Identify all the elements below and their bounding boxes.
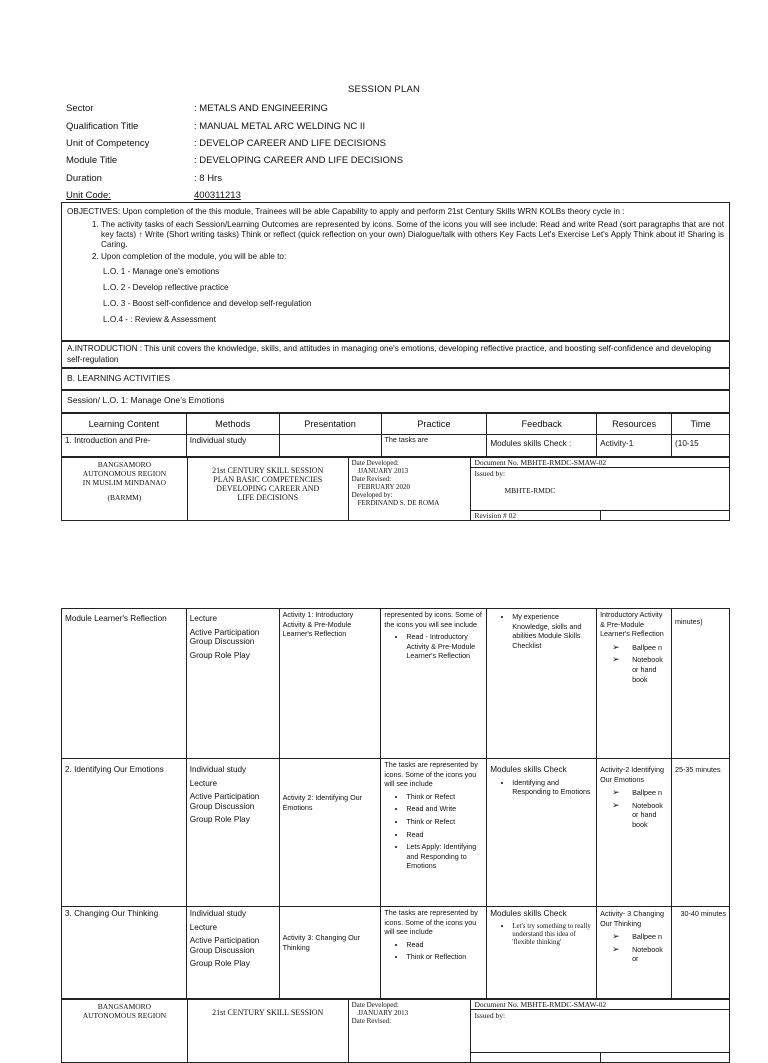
info-value: : 8 Hrs [194, 172, 222, 184]
cell-feedback: Modules skills Check : [487, 435, 597, 457]
footer-org [62, 1000, 188, 1063]
resource-item: ➢ Ballpee n [612, 643, 668, 653]
practice-item: • Read - Introductory Activity & Pre-Module Learner's Reflection [406, 632, 483, 661]
lo-item: L.O. 2 - Develop reflective practice [103, 283, 229, 292]
practice-item: • Think or Refect [406, 817, 483, 827]
practice-text: represented by icons. Some of the icons you will see include [384, 610, 482, 629]
feedback-item: • Let's try something to really understand this idea of 'flexible thinking' [512, 922, 593, 946]
lo-item: L.O.4 - : Review & Assessment [103, 315, 216, 324]
method-item: Lecture [189, 922, 218, 932]
practice-text: The tasks are represented by icons. Some of the icons you will see include [384, 760, 478, 789]
footer-empty [601, 511, 730, 521]
feedback-item: • Identifying and Responding to Emotions [512, 778, 593, 797]
table-row [62, 759, 730, 907]
cell-content: 2. Identifying Our Emotions [62, 759, 187, 907]
method-item: Active Participation Group Discussion [189, 792, 260, 811]
table-row [62, 907, 730, 999]
objectives-intro: OBJECTIVES: Upon completion of the this module, Trainees will be able Capability to apply and perform 21st Century Skills WRN KOLBs theory cycle in : [67, 207, 625, 216]
practice-text: The tasks are represented by icons. Some of the icons you will see include [384, 908, 478, 937]
table-row [62, 609, 730, 759]
info-value: : MANUAL METAL ARC WELDING NC II [194, 120, 366, 132]
footer-plan-title [187, 458, 348, 521]
cell-resources: Activity-1 [597, 435, 672, 457]
info-label: Unit Code: [66, 190, 111, 202]
lo-item: L.O. 3 - Boost self-confidence and develop self-regulation [103, 299, 312, 308]
date-value: JJANUARY 2013 [357, 1009, 409, 1017]
date-label: Date Revised: [351, 475, 392, 483]
cell-practice [381, 759, 487, 907]
info-value: : DEVELOP CAREER AND LIFE DECISIONS [194, 137, 386, 149]
document-number: Document No. MBHTE-RMDC-SMAW-02 [471, 458, 730, 468]
header-cell: Learning Content [62, 414, 187, 435]
org-line: AUTONOMOUS REGION [82, 1011, 167, 1020]
info-value: : METALS AND ENGINEERING [194, 103, 328, 115]
cell-time: (10-15 [672, 435, 730, 457]
info-label: Duration [66, 172, 102, 184]
cell-practice: The tasks are [381, 435, 487, 457]
issued-by-cell [471, 1010, 730, 1053]
footer-plan-title [187, 1000, 348, 1063]
cell-methods [186, 759, 279, 907]
info-row [66, 117, 706, 134]
revision-number: Revision # 02 [471, 511, 601, 521]
info-label: Sector [66, 103, 94, 115]
issuer: MBHTE-RMDC [504, 486, 556, 495]
org-line: (BARMM) [107, 493, 142, 502]
learning-activities-table-continued [61, 608, 730, 999]
objective-item: 1. The activity tasks of each Session/Learning Outcomes are represented by icons. Some of the icons you will see include: Read and write Read (sort paragraphs that are not key facts) ↑ Write (Short writing tasks) Think or reflect (quick reflection on your own) Dialogue/talk with others Key Facts Let's Exercise Let's Apply Think about it! Sharing is Caring. [101, 220, 724, 250]
cell-methods: Individual study [186, 435, 279, 457]
cell-resources [597, 907, 672, 999]
header-cell: Time [672, 414, 730, 435]
method-item: Group Role Play [189, 650, 250, 660]
objectives-list [67, 220, 724, 262]
cell-resources [597, 759, 672, 907]
org-line: BANGSAMORO [97, 1002, 152, 1011]
plan-line: LIFE DECISIONS [237, 493, 299, 502]
method-item: Individual study [189, 909, 247, 918]
org-line: BANGSAMORO [97, 460, 152, 469]
cell-content: 3. Changing Our Thinking [62, 907, 187, 999]
plan-line: PLAN BASIC COMPETENCIES [213, 475, 323, 484]
method-item: Group Role Play [189, 815, 250, 825]
page-footer-repeat [61, 999, 730, 1063]
practice-item: • Think or Refect [406, 792, 483, 802]
issued-label: Issued by: [474, 469, 506, 478]
cell-content: 1. Introduction and Pre- [62, 435, 187, 457]
method-item: Lecture [189, 614, 218, 623]
feedback-title: Modules skills Check [490, 765, 567, 774]
cell-presentation: Activity 1: Introductory Activity & Pre-Module Learner's Reflection [279, 609, 381, 759]
issued-by-cell [471, 468, 730, 511]
date-label: Developed by: [351, 491, 393, 499]
cell-presentation: Activity 3: Changing Our Thinking [279, 907, 381, 999]
developer-name: FERDINAND S. DE ROMA [357, 499, 440, 507]
footer-org [62, 458, 188, 521]
plan-line: DEVELOPING CAREER AND [216, 484, 320, 493]
resource-item: ➢ Notebook or hand book [612, 801, 668, 830]
method-item: Group Role Play [189, 959, 250, 969]
practice-item: • Read and Write [406, 804, 483, 814]
info-row [66, 170, 706, 187]
cell-time: 30-40 minutes [672, 907, 730, 999]
date-label: Date Developed: [351, 459, 399, 467]
cell-methods [186, 609, 279, 759]
lo-item: L.O. 1 - Manage one's emotions [103, 267, 220, 276]
cell-practice [381, 609, 487, 759]
unit-code-value: 400311213 [194, 190, 241, 202]
footer-dates [348, 1000, 471, 1063]
header-cell: Resources [597, 414, 672, 435]
introduction-section: A.INTRODUCTION : This unit covers the knowledge, skills, and attitudes in managing one's emotions, developing reflective practice, and boosting self-confidence and developing self-regulation [61, 341, 730, 368]
learning-activities-table [61, 413, 730, 457]
header-cell: Methods [186, 414, 279, 435]
header-cell: Practice [381, 414, 487, 435]
info-label: Qualification Title [66, 120, 139, 132]
cell-feedback [487, 759, 597, 907]
date-label: Date Revised: [351, 1017, 392, 1025]
date-value: JJANUARY 2013 [357, 467, 409, 475]
info-value: : DEVELOPING CAREER AND LIFE DECISIONS [194, 155, 404, 167]
cell-feedback [487, 609, 597, 759]
practice-item: • Read [406, 830, 483, 840]
info-row [66, 135, 706, 152]
org-line: AUTONOMOUS REGION [82, 469, 167, 478]
learning-activities-heading: B. LEARNING ACTIVITIES [61, 368, 730, 390]
org-line: IN MUSLIM MINDANAO [82, 478, 167, 487]
cell-feedback [487, 907, 597, 999]
info-label: Unit of Competency [66, 137, 150, 149]
date-value: FEBRUARY 2020 [357, 483, 411, 491]
practice-item: • Read [406, 940, 483, 950]
cell-time: minutes) [672, 609, 730, 759]
info-label: Module Title [66, 155, 118, 167]
resource-item: ➢ Ballpee n [612, 788, 668, 798]
method-item: Active Participation Group Discussion [189, 936, 260, 955]
method-item: Active Participation Group Discussion [189, 627, 260, 647]
cell-methods [186, 907, 279, 999]
cell-presentation [279, 435, 381, 457]
resource-item: ➢ Ballpee n [612, 932, 668, 942]
resources-text: Introductory Activity & Pre-Module Learner's Reflection [600, 610, 664, 639]
cell-resources [597, 609, 672, 759]
footer-dates [348, 458, 471, 521]
method-item: Individual study [189, 765, 247, 774]
date-label: Date Developed: [351, 1001, 399, 1009]
issued-label: Issued by: [474, 1011, 506, 1020]
objectives-box [61, 202, 730, 341]
session-lo-heading: Session/ L.O. 1: Manage One's Emotions [61, 390, 730, 413]
feedback-item: • My experience Knowledge, skills and abilities Module Skills Checklist [512, 612, 593, 650]
practice-item: • Lets Apply: Identifying and Responding to Emotions [406, 842, 483, 871]
cell-time: 25-35 minutes [672, 759, 730, 907]
resources-text: Activity- 3 Changing Our Thinking [600, 909, 664, 928]
resource-item: ➢ Notebook or [612, 945, 668, 964]
feedback-title: Modules skills Check [490, 909, 567, 918]
table-header-row [62, 414, 730, 435]
plan-line: 21st CENTURY SKILL SESSION [212, 1008, 324, 1017]
method-item: Lecture [189, 778, 218, 788]
plan-line: 21st CENTURY SKILL SESSION [212, 466, 324, 475]
page-footer [61, 457, 730, 521]
header-cell: Feedback [487, 414, 597, 435]
page-title: SESSION PLAN [347, 84, 421, 95]
resources-text: Activity-2 Identifying Our Emotions [600, 765, 664, 784]
info-block [66, 100, 706, 204]
practice-item: • Think or Reflection [406, 952, 483, 962]
objective-item: 2. Upon completion of the module, you will be able to: [101, 252, 724, 262]
info-row [66, 100, 706, 117]
header-cell: Presentation [279, 414, 381, 435]
cell-content: Module Learner's Reflection [62, 609, 187, 759]
resource-item: ➢ Notebook or hand book [612, 655, 668, 684]
document-number: Document No. MBHTE-RMDC-SMAW-02 [471, 1000, 730, 1010]
info-row [66, 152, 706, 169]
cell-presentation: Activity 2: Identifying Our Emotions [279, 759, 381, 907]
cell-practice [381, 907, 487, 999]
table-row [62, 435, 730, 457]
